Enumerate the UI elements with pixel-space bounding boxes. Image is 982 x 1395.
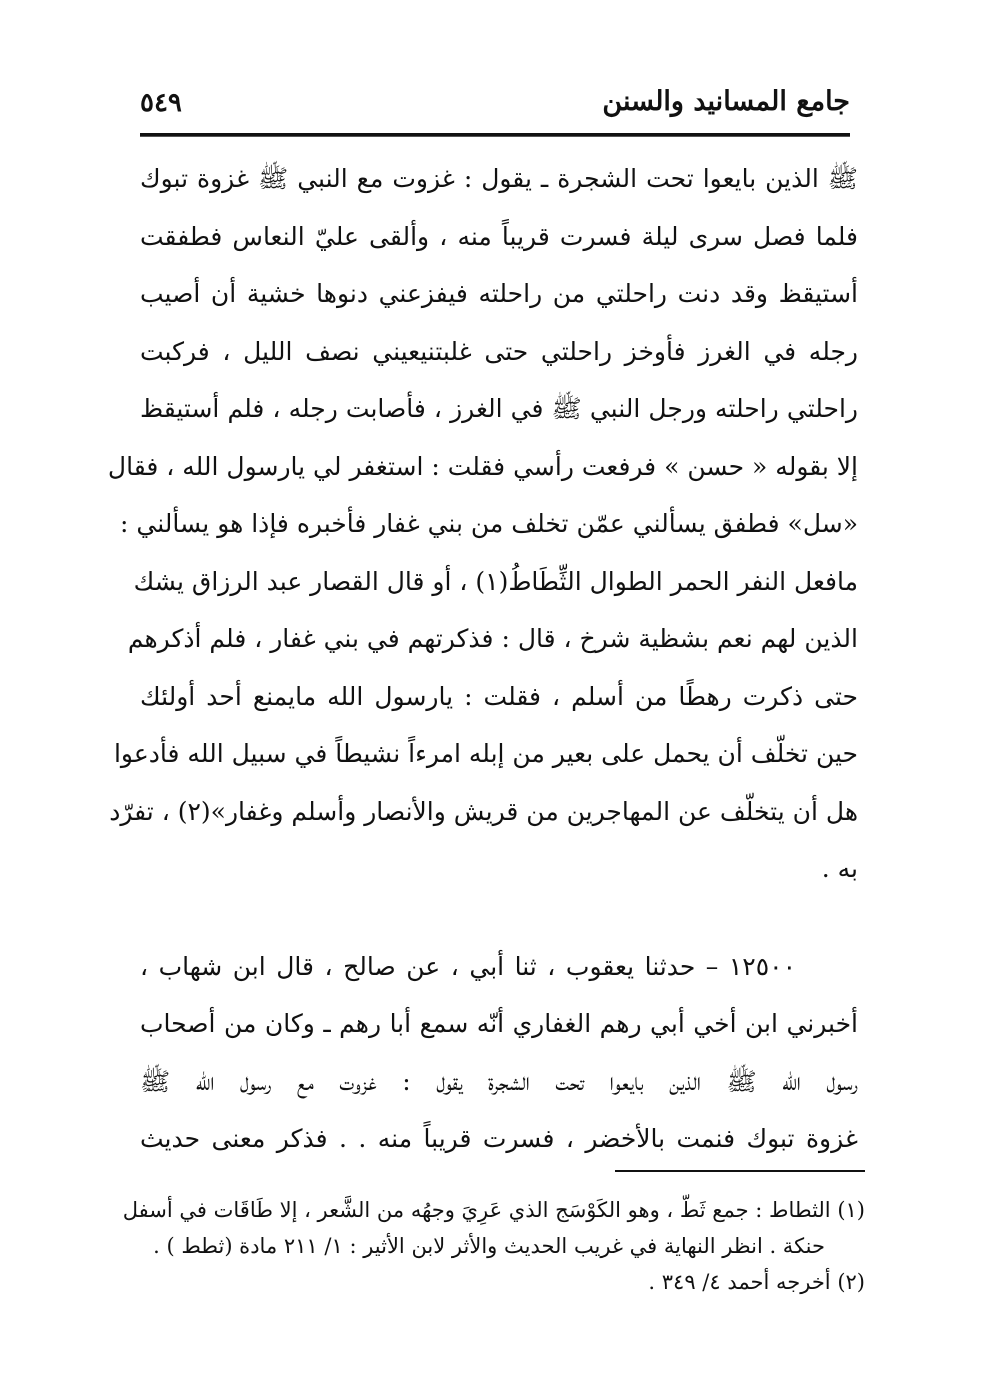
- page-header: [140, 82, 850, 130]
- text-line: به .: [821, 854, 858, 883]
- text-line: مافعل النفر الحمر الطوال الثِّطَاطُ(١) ، أو قال القصار عبد الرزاق يشك: [133, 566, 858, 596]
- text-line: «سل» فطفق يسألني عمّن تخلف من بني غفار فأخبره فإذا هو يسألني :: [120, 509, 858, 538]
- text-line: إلا بقوله « حسن » فرفعت رأسي فقلت : استغفر لي يارسول الله ، فقال: [107, 451, 858, 481]
- footnote-rule: [615, 1170, 865, 1172]
- footnote-2: (٢) أخرجه أحمد ٤/ ٣٤٩ .: [648, 1270, 865, 1294]
- text-line: هل أن يتخلّف عن المهاجرين من قريش والأنصار وأسلم وغفار»(٢) ، تفرّد: [109, 796, 858, 826]
- footnotes: [122, 1192, 865, 1300]
- text-line: غزوة تبوك فنمت بالأخضر ، فسرت قريباً منه . . فذكر معنى حديث: [140, 1124, 858, 1153]
- text-line: رجله في الغرز فأوخز راحلتي حتى غلبتنيعيني نصف الليل ، فركبت: [140, 336, 858, 366]
- text-line: فلما فصل سرى ليلة فسرت قريباً منه ، وألقى عليّ النعاس فطفقت: [140, 221, 858, 251]
- paragraph-gap: [140, 898, 858, 938]
- text-line: أستيقظ وقد دنت راحلتي من راحلته فيفزعني دنوها خشية أن أصيب: [140, 279, 858, 308]
- paragraph: [140, 938, 858, 1168]
- text-line: ١٢٥٠٠ – حدثنا يعقوب ، ثنا أبي ، عن صالح ، قال ابن شهاب ،: [140, 951, 796, 981]
- running-title: جامع المسانيد والسنن: [602, 86, 850, 117]
- text-line: حتى ذكرت رهطًا من أسلم ، فقلت : يارسول الله مايمنع أحد أولئك: [140, 681, 858, 711]
- text-line: راحلتي راحلته ورجل النبي ﷺ في الغرز ، فأصابت رجله ، فلم أستيقظ: [140, 394, 858, 423]
- text-line: الذين لهم نعم بشظية شرخ ، قال : فذكرتهم في بني غفار ، فلم أذكرهم: [127, 624, 858, 653]
- main-text: [107, 150, 858, 1168]
- paragraph: [107, 150, 858, 898]
- page-number: ٥٤٩: [140, 88, 182, 118]
- header-rule: [140, 133, 850, 137]
- text-line: أخبرني ابن أخي أبي رهم الغفاري أنّه سمع أبا رهم ـ وكان من أصحاب: [140, 1009, 858, 1038]
- text-line: رسول الله ﷺ الذين بايعوا تحت الشجرة يقول : غزوت مع رسول الله ﷺ: [140, 1066, 858, 1096]
- text-line: حين تخلّف أن يحمل على بعير من إبله امرءاً نشيطاً في سبيل الله فأدعوا: [113, 739, 858, 768]
- footnote-1: (١) الثطاط : جمع ثَطّ ، وهو الكَوْسَج الذي عَرِيَ وجهُه من الشَّعر ، إلا طَاقَات في أسفل: [122, 1198, 865, 1222]
- footnote-1-continuation: حنكة . انظر النهاية في غريب الحديث والأثر لابن الأثير : ١/ ٢١١ مادة (ثطط ) .: [153, 1234, 825, 1258]
- text-line: ﷺ الذين بايعوا تحت الشجرة ـ يقول : غزوت مع النبي ﷺ غزوة تبوك: [140, 164, 858, 193]
